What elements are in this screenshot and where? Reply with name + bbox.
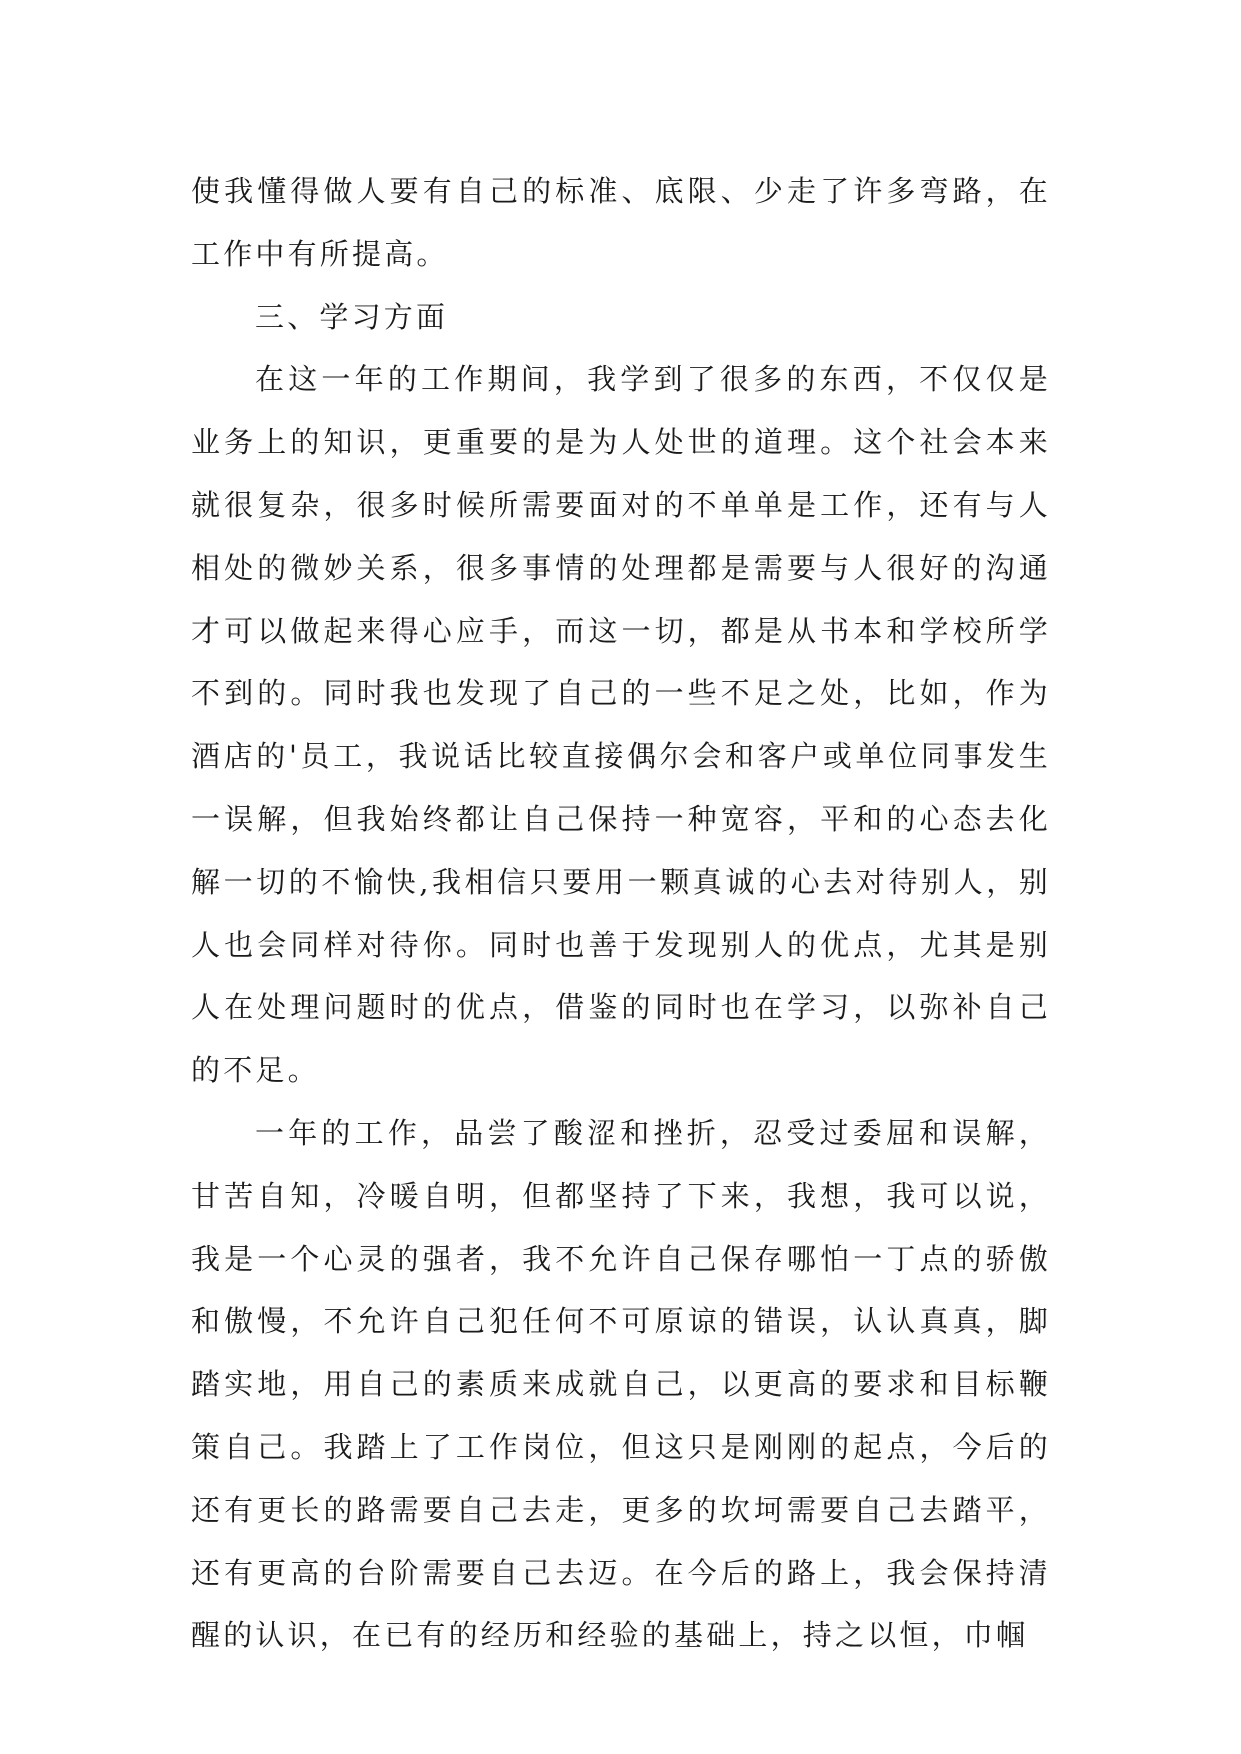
paragraph-study: 在这一年的工作期间，我学到了很多的东西，不仅仅是业务上的知识，更重要的是为人处世的道理。这个社会本来就很复杂，很多时候所需要面对的不单单是工作，还有与人相处的微妙关系，很多事情的处理都是需要与人很好的沟通才可以做起来得心应手，而这一切，都是从书本和学校所学不到的。同时我也发现了自己的一些不足之处，比如，作为酒店的'员工，我说话比较直接偶尔会和客户或单位同事发生一误解，但我始终都让自己保持一种宽容，平和的心态去化解一切的不愉快,我相信只要用一颗真诚的心去对待别人，别人也会同样对待你。同时也善于发现别人的优点，尤其是别人在处理问题时的优点，借鉴的同时也在学习，以弥补自己的不足。 [191, 362, 1051, 1088]
paragraph-summary: 一年的工作，品尝了酸涩和挫折，忍受过委屈和误解，甘苦自知，冷暖自明，但都坚持了下来，我想，我可以说，我是一个心灵的强者，我不允许自己保存哪怕一丁点的骄傲和傲慢，不允许自己犯任何不可原谅的错误，认认真真，脚踏实地，用自己的素质来成就自己，以更高的要求和目标鞭策自己。我踏上了工作岗位，但这只是刚刚的起点，今后的还有更长的路需要自己去走，更多的坎坷需要自己去踏平，还有更高的台阶需要自己去迈。在今后的路上，我会保持清醒的认识，在已有的经历和经验的基础上，持之以恒，巾帼 [191, 1115, 1051, 1653]
document-body [191, 160, 1051, 1667]
paragraph-continuation: 使我懂得做人要有自己的标准、底限、少走了许多弯路，在工作中有所提高。 [191, 174, 1051, 271]
section-heading-study: 三、学习方面 [255, 299, 449, 334]
